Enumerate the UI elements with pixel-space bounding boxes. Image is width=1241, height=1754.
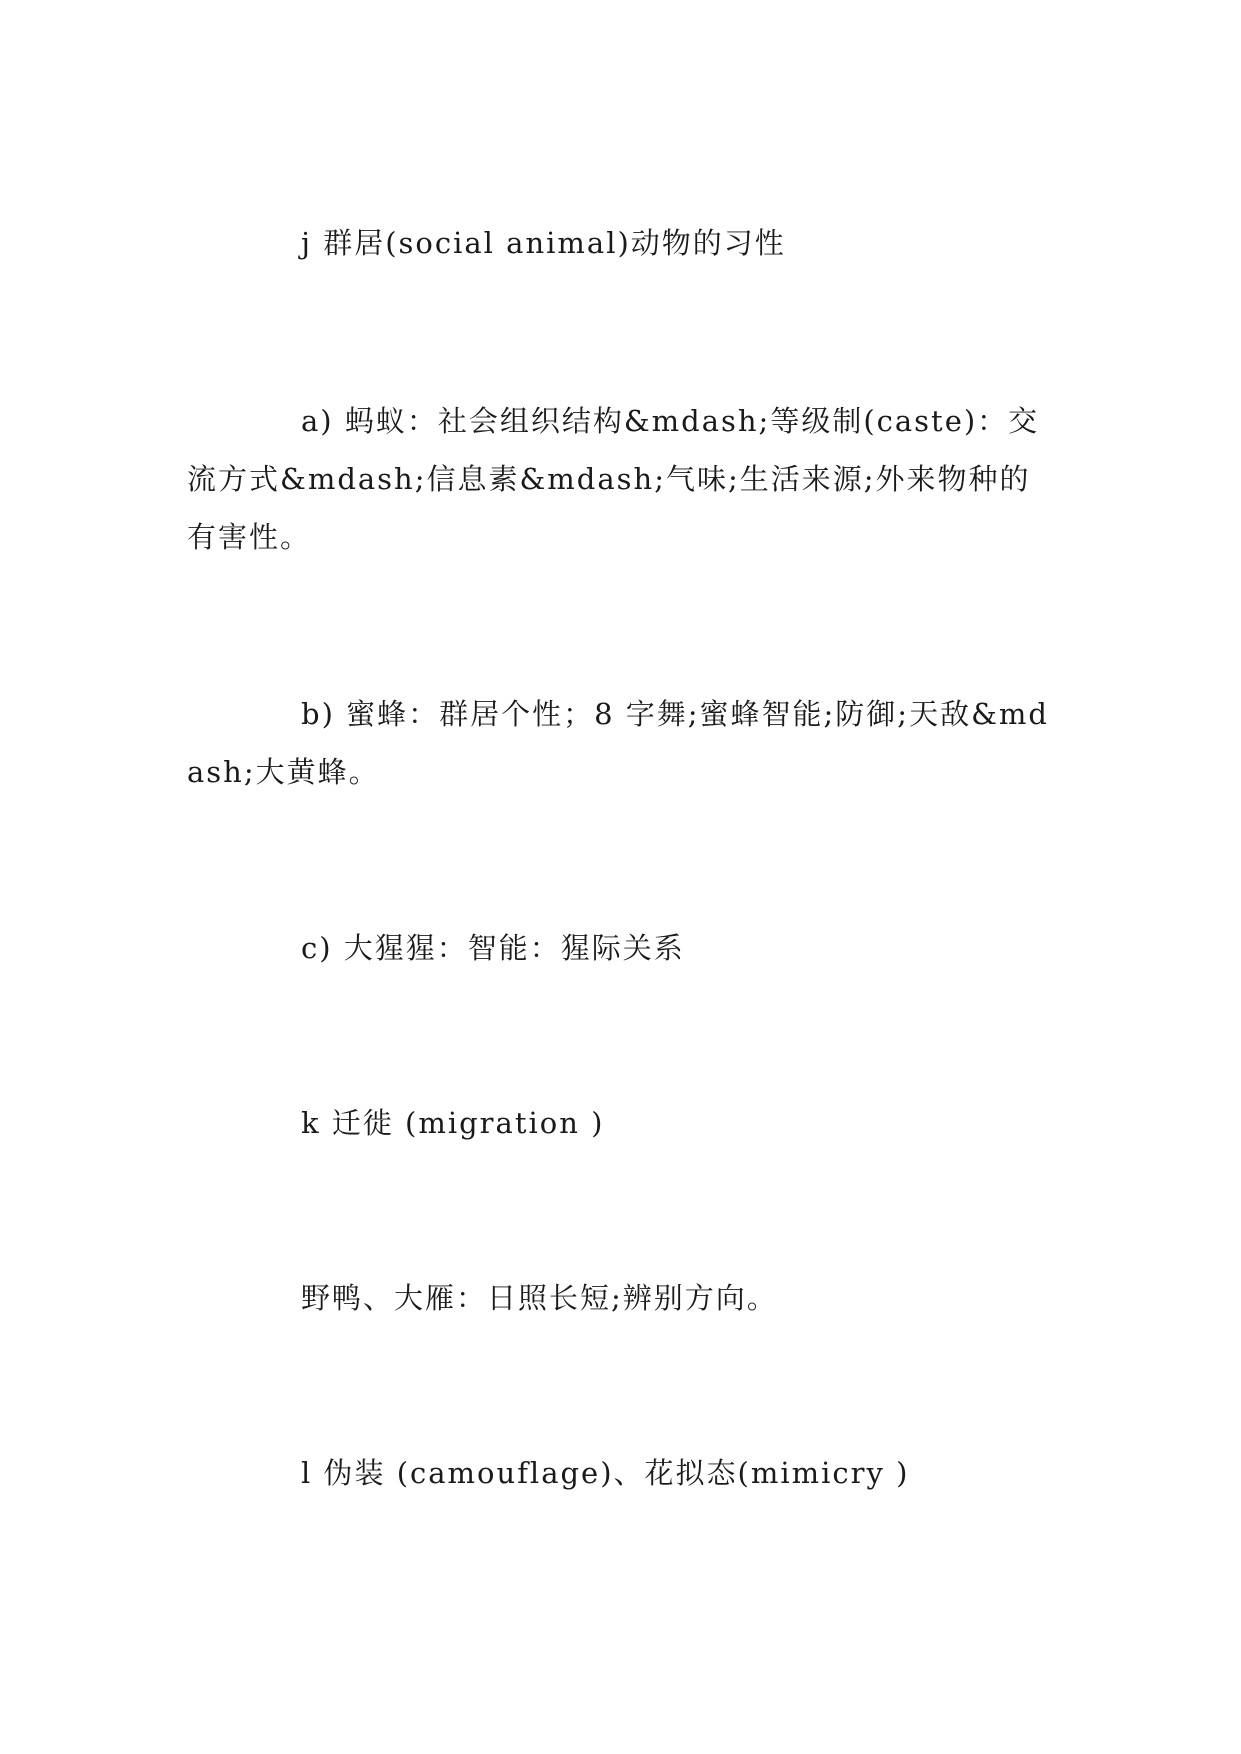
paragraph-ants: a) 蚂蚁：社会组织结构&mdash;等级制(caste)：交流方式&mdash;信息素&mdash;气味;生活来源;外来物种的有害性。 [187, 404, 1040, 554]
paragraph-bees: b) 蜜蜂：群居个性；8 字舞;蜜蜂智能;防御;天敌&mdash;大黄蜂。 [187, 697, 1049, 789]
section-heading-migration: k 迁徙 (migration ) [301, 1106, 605, 1140]
section-heading-camouflage: l 伪装 (camouflage)、花拟态(mimicry ) [301, 1456, 910, 1490]
section-heading-social-animals: j 群居(social animal)动物的习性 [301, 226, 786, 260]
paragraph-gorillas: c) 大猩猩：智能：猩际关系 [301, 931, 685, 965]
paragraph-ducks-geese: 野鸭、大雁：日照长短;辨别方向。 [301, 1281, 778, 1315]
